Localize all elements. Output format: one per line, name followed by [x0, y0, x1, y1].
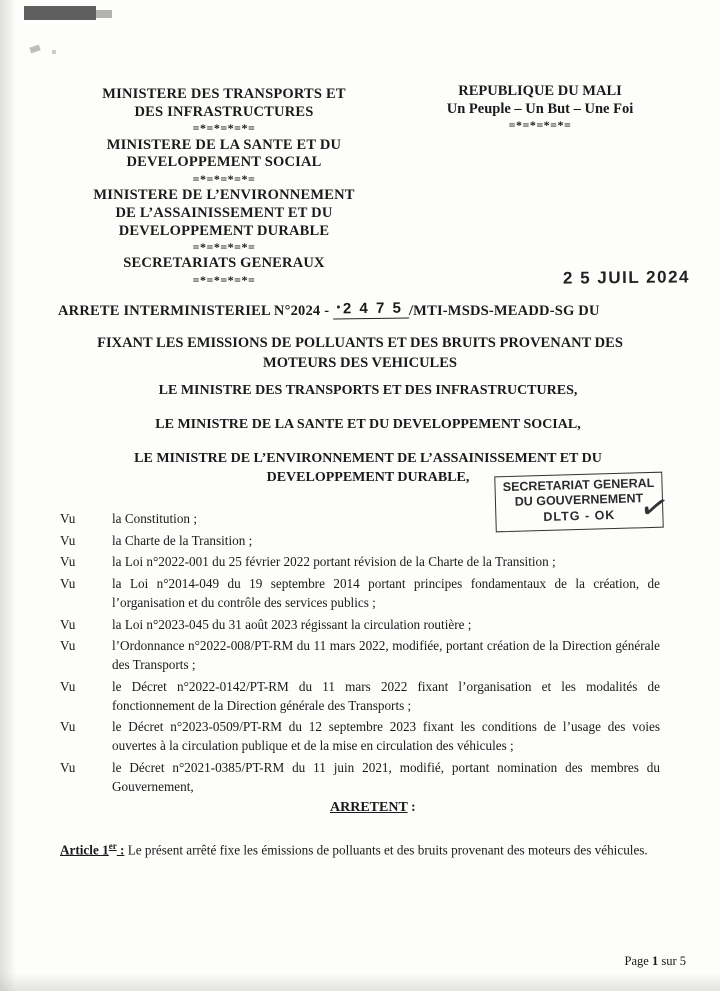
- minister-transport: LE MINISTRE DES TRANSPORTS ET DES INFRASTRUCTURES,: [158, 383, 578, 398]
- arretent-heading: [330, 800, 416, 816]
- minister-sante: LE MINISTRE DE LA SANTE ET DU DEVELOPPEMENT SOCIAL,: [155, 417, 581, 433]
- vu-text: la Charte de la Transition ;: [112, 532, 253, 548]
- vu-item: [60, 510, 660, 529]
- header-separator-4: =*=*=*=*=: [192, 273, 256, 288]
- footer-current-page: 1: [651, 954, 659, 968]
- arretent-colon: :: [407, 800, 416, 815]
- footer-prefix: Page: [624, 954, 652, 968]
- scan-artifact-top-secondary: [96, 10, 112, 18]
- vu-text: le Décret n°2022-0142/PT-RM du 11 mars 2022 fixant l’organisation et les modalités de fonctionnement de la Direction générale des Transports ;: [112, 678, 660, 713]
- vu-label: Vu: [60, 638, 76, 654]
- minister-environnement-line1: LE MINISTRE DE L’ENVIRONNEMENT DE L’ASSAINISSEMENT ET DU: [134, 451, 602, 467]
- stamp-line-2: DU GOUVERNEMENT: [514, 491, 644, 510]
- ministry-environnement-line3: DEVELOPPEMENT DURABLE: [118, 222, 330, 239]
- stamp-line-3: DLTG - OK: [543, 507, 616, 524]
- arrete-number-value: 2 4 7 5: [342, 299, 404, 318]
- arrete-number-handwritten: [333, 299, 409, 319]
- scan-artifact-fleck-a: [29, 45, 40, 54]
- document-title-line1: FIXANT LES EMISSIONS DE POLLUANTS ET DES BRUITS PROVENANT DES: [97, 335, 623, 351]
- header-right-republic: [400, 82, 680, 133]
- arretent-word: ARRETENT: [330, 800, 408, 815]
- vu-label: Vu: [60, 759, 76, 775]
- vu-item: [60, 678, 660, 715]
- document-title: [60, 334, 660, 373]
- vu-text: le Décret n°2021-0385/PT-RM du 11 juin 2021, modifié, portant nomination des membres du Gouvernement,: [112, 759, 660, 794]
- arrete-prefix: ARRETE INTERMINISTERIEL N°2024 -: [58, 303, 330, 319]
- footer-middle: sur: [658, 954, 680, 968]
- vu-label: Vu: [60, 511, 76, 526]
- ministry-transport-line1: MINISTERE DES TRANSPORTS ET: [102, 86, 346, 102]
- vu-clause-list: [60, 510, 660, 799]
- vu-item: [60, 532, 660, 551]
- ministry-environnement-line1: MINISTERE DE L’ENVIRONNEMENT: [93, 187, 355, 204]
- footer-total-pages: 5: [679, 954, 686, 968]
- vu-item: [60, 759, 660, 796]
- vu-label: Vu: [60, 616, 76, 632]
- vu-item: [60, 553, 660, 572]
- header-separator-2: =*=*=*=*=: [192, 171, 256, 186]
- ministry-sante-line2: DEVELOPPEMENT SOCIAL: [126, 154, 322, 171]
- article-1-label-end: :: [116, 842, 125, 858]
- ministry-transport-line2: DES INFRASTRUCTURES: [134, 103, 314, 120]
- minister-environnement-line2: DEVELOPPEMENT DURABLE,: [266, 469, 470, 485]
- vu-item: [60, 575, 660, 612]
- scan-edge-shadow-bottom: [0, 973, 720, 991]
- vu-label: Vu: [60, 532, 76, 548]
- arrete-suffix: /MTI-MSDS-MEADD-SG DU: [408, 303, 600, 319]
- vu-text: la Loi n°2014-049 du 19 septembre 2014 portant principes fondamentaux de la création, de l’organisation et du contrôle des services publics ;: [112, 576, 660, 610]
- republic-separator: =*=*=*=*=: [508, 118, 572, 133]
- article-1-label: Article 1: [60, 842, 109, 858]
- scan-edge-shadow-left: [0, 0, 16, 991]
- header-separator-3: =*=*=*=*=: [192, 240, 256, 255]
- signatory-ministers: [48, 382, 688, 487]
- vu-label: Vu: [60, 576, 76, 592]
- vu-label: Vu: [60, 678, 76, 694]
- arrete-reference-line: [58, 299, 678, 321]
- republic-name: REPUBLIQUE DU MALI: [458, 83, 622, 99]
- ministry-sante-line1: MINISTERE DE LA SANTE ET DU: [106, 136, 342, 153]
- date-stamp: 2 5 JUIL 2024: [562, 267, 691, 288]
- document-title-line2: MOTEURS DES VEHICULES: [263, 354, 457, 371]
- stamp-line-1: SECRETARIAT GENERAL: [502, 475, 655, 495]
- article-1: [60, 840, 660, 860]
- vu-text: la Loi n°2022-001 du 25 février 2022 portant révision de la Charte de la Transition ;: [112, 554, 556, 570]
- vu-item: [60, 616, 660, 635]
- scan-artifact-top: [24, 6, 96, 20]
- article-1-label-sup: er: [108, 841, 117, 851]
- checkmark-icon: ✓: [635, 486, 673, 530]
- vu-text: la Loi n°2023-045 du 31 août 2023 régissant la circulation routière ;: [112, 616, 472, 632]
- vu-text: l’Ordonnance n°2022-008/PT-RM du 11 mars 2022, modifiée, portant création de la Direction générale des Transports ;: [112, 638, 660, 673]
- secretariats-generaux: SECRETARIATS GENERAUX: [123, 255, 325, 272]
- article-1-text: Le présent arrêté fixe les émissions de polluants et des bruits provenant des moteurs des véhicules.: [124, 842, 648, 858]
- vu-item: [60, 637, 660, 674]
- vu-text: le Décret n°2023-0509/PT-RM du 12 septembre 2023 fixant les conditions de l’usage des voies ouvertes à la circulation publique et de la mise en circulation des véhicules ;: [112, 719, 660, 754]
- vu-label: Vu: [60, 719, 76, 735]
- vu-item: [60, 718, 660, 755]
- page-footer: [625, 954, 686, 969]
- ministry-environnement-line2: DE L’ASSAINISSEMENT ET DU: [115, 204, 333, 221]
- scan-artifact-fleck-b: [52, 50, 56, 54]
- vu-label: Vu: [60, 554, 76, 570]
- republic-motto: Un Peuple – Un But – Une Foi: [446, 101, 634, 118]
- header-separator-1: =*=*=*=*=: [192, 121, 256, 136]
- handwritten-dot-mark: [337, 305, 340, 308]
- vu-text: la Constitution ;: [112, 511, 197, 526]
- header-left-ministries: [54, 86, 394, 288]
